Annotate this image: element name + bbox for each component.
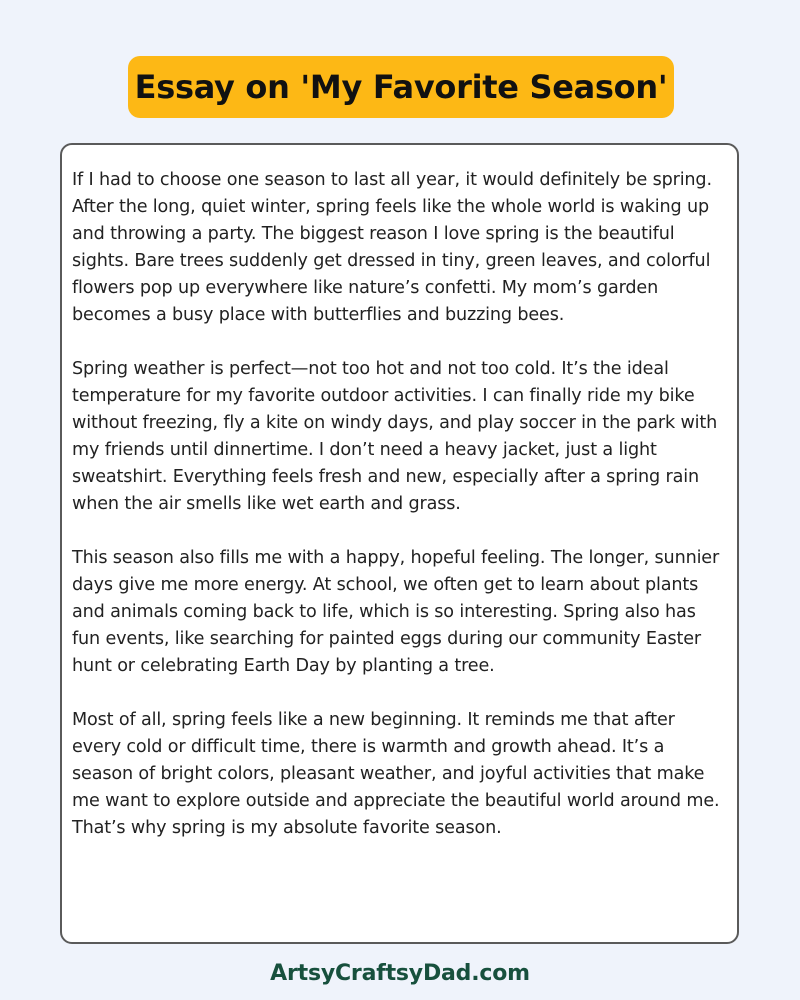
- essay-paragraph-4: Most of all, spring feels like a new beginning. It reminds me that after every cold or difficult time, there is warmth and growth ahead. It’s a season of bright colors, pleasant weather, and joyful activities that make me want to explore outside and appreciate the beautiful world around me. That’s why spring is my absolute favorite season.: [72, 710, 720, 838]
- essay-box: [60, 143, 739, 944]
- footer: [0, 955, 800, 991]
- essay-paragraph-3: This season also fills me with a happy, hopeful feeling. The longer, sunnier days give me more energy. At school, we often get to learn about plants and animals coming back to life, which is so interesting. Spring also has fun events, like searching for painted eggs during our community Easter hunt or celebrating Earth Day by planting a tree.: [72, 548, 720, 676]
- essay-paragraph-2: Spring weather is perfect—not too hot and not too cold. It’s the ideal temperature for my favorite outdoor activities. I can finally ride my bike without freezing, fly a kite on windy days, and play soccer in the park with my friends until dinnertime. I don’t need a heavy jacket, just a light sweatshirt. Everything feels fresh and new, especially after a spring rain when the air smells like wet earth and grass.: [72, 359, 718, 514]
- footer-website: ArtsyCraftsyDad.com: [270, 960, 530, 986]
- page-title: Essay on 'My Favorite Season': [134, 68, 668, 106]
- title-badge: [128, 56, 674, 118]
- essay-paragraph-1: If I had to choose one season to last all year, it would definitely be spring. After the long, quiet winter, spring feels like the whole world is waking up and throwing a party. The biggest reason I love spring is the beautiful sights. Bare trees suddenly get dressed in tiny, green leaves, and colorful flowers pop up everywhere like nature’s confetti. My mom’s garden becomes a busy place with butterflies and buzzing bees.: [72, 170, 712, 325]
